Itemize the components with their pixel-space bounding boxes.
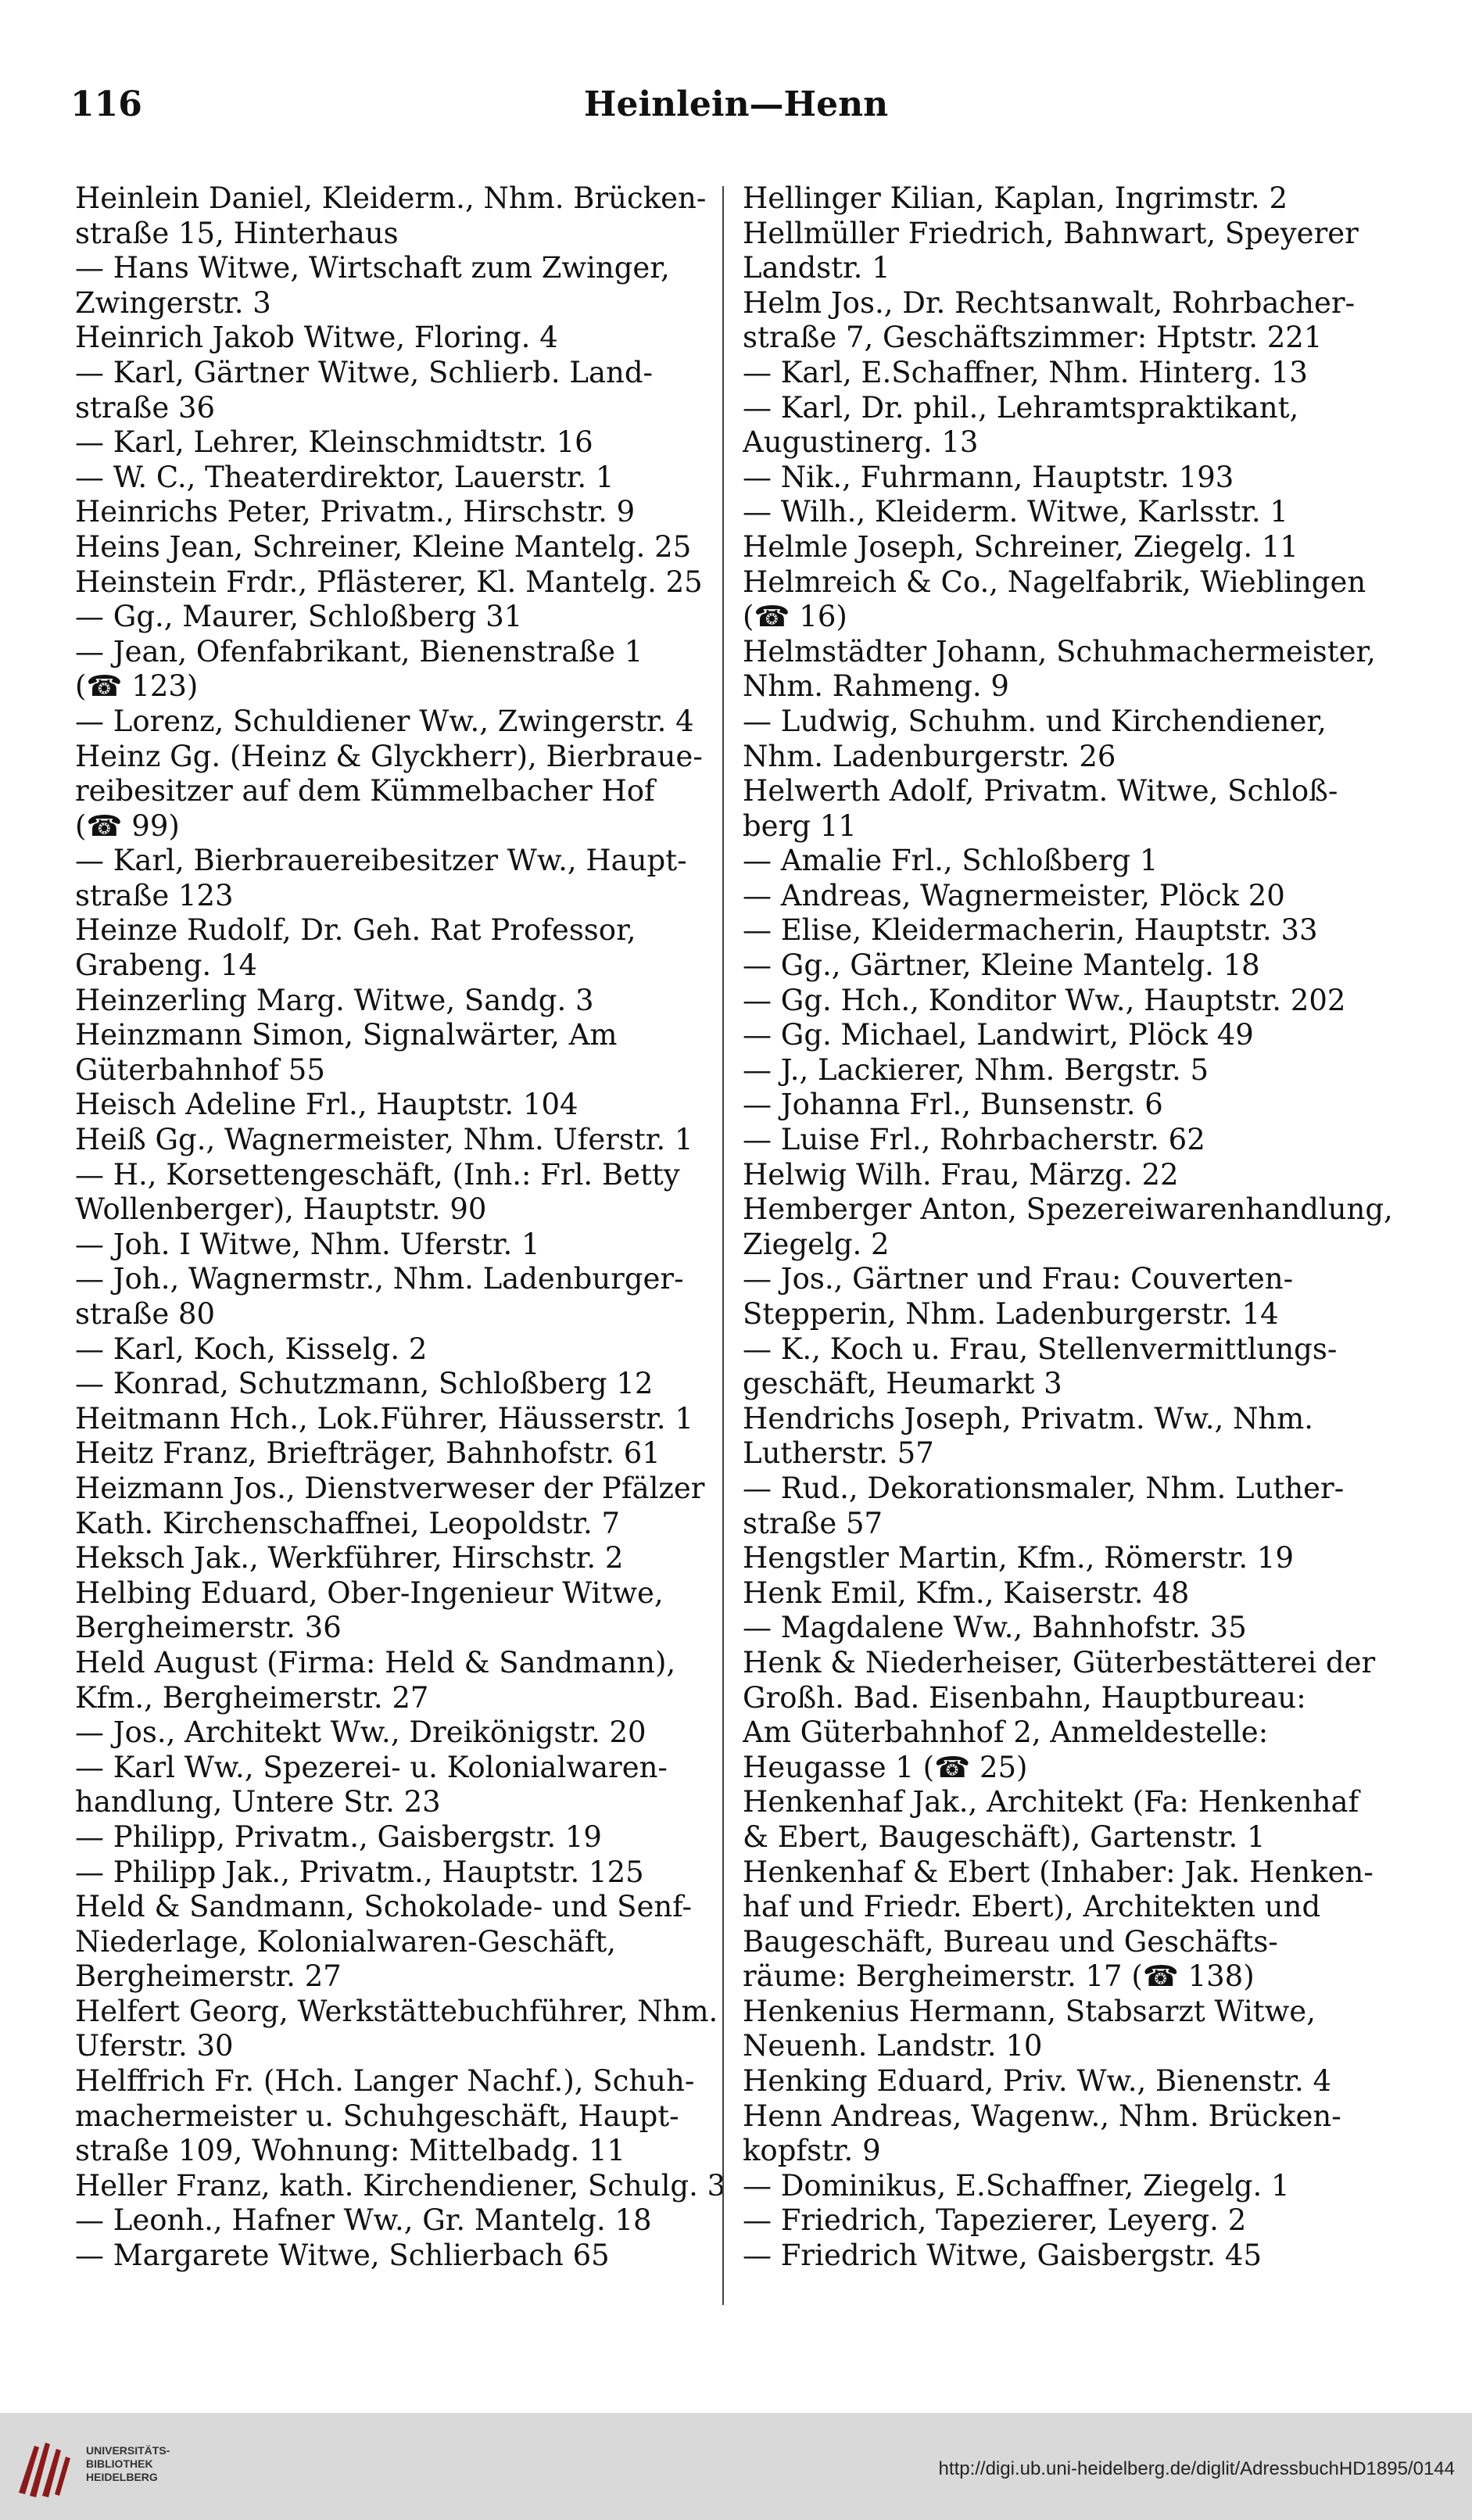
directory-line: Wollenberger), Hauptstr. 90: [75, 1192, 487, 1227]
footer-bar: [0, 2413, 1472, 2520]
directory-line: — Karl, Dr. phil., Lehramtspraktikant,: [743, 390, 1299, 425]
library-name-line: BIBLIOTHEK: [86, 2457, 153, 2470]
directory-line: Nhm. Ladenburgerstr. 26: [743, 739, 1116, 773]
directory-line: Hellmüller Friedrich, Bahnwart, Speyerer: [743, 216, 1359, 250]
directory-line: Helmle Joseph, Schreiner, Ziegelg. 11: [743, 529, 1298, 564]
directory-line: Heinrichs Peter, Privatm., Hirschstr. 9: [75, 495, 636, 529]
directory-line: Henkenhaf Jak., Architekt (Fa: Henkenhaf: [743, 1785, 1359, 1819]
directory-line: handlung, Untere Str. 23: [75, 1785, 441, 1819]
directory-line: Ziegelg. 2: [743, 1227, 890, 1261]
directory-line: Baugeschäft, Bureau und Geschäfts-: [743, 1924, 1278, 1959]
directory-line: Heisch Adeline Frl., Hauptstr. 104: [75, 1088, 578, 1122]
directory-line: machermeister u. Schuhgeschäft, Haupt-: [75, 2099, 679, 2133]
directory-line: straße 57: [743, 1506, 883, 1540]
directory-line: Hemberger Anton, Spezereiwarenhandlung,: [743, 1192, 1393, 1227]
directory-line: Hendrichs Joseph, Privatm. Ww., Nhm.: [743, 1401, 1314, 1436]
directory-line: Uferstr. 30: [75, 2029, 234, 2063]
directory-line: — Konrad, Schutzmann, Schloßberg 12: [75, 1367, 654, 1401]
library-logo-icon: [11, 2430, 81, 2502]
directory-line: Henn Andreas, Wagenw., Nhm. Brücken-: [743, 2099, 1341, 2133]
directory-line: straße 80: [75, 1297, 216, 1331]
directory-line: — Jos., Architekt Ww., Dreikönigstr. 20: [75, 1715, 646, 1750]
directory-line: — Karl, Gärtner Witwe, Schlierb. Land-: [75, 355, 654, 389]
directory-line: reibesitzer auf dem Kümmelbacher Hof: [75, 774, 655, 808]
directory-line: — Margarete Witwe, Schlierbach 65: [75, 2239, 610, 2273]
library-name-line: UNIVERSITÄTS-: [86, 2444, 170, 2457]
directory-line: Bergheimerstr. 27: [75, 1959, 342, 1994]
directory-line: Nhm. Rahmeng. 9: [743, 669, 1009, 704]
column-divider: [722, 186, 724, 2305]
directory-line: — Joh. I Witwe, Nhm. Uferstr. 1: [75, 1227, 540, 1261]
directory-line: Heinstein Frdr., Pflästerer, Kl. Mantelg. 25: [75, 565, 703, 599]
directory-line: kopfstr. 9: [743, 2134, 881, 2168]
directory-line: Heinrich Jakob Witwe, Floring. 4: [75, 321, 558, 355]
directory-line: Güterbahnhof 55: [75, 1052, 325, 1087]
directory-line: haf und Friedr. Ebert), Architekten und: [743, 1890, 1321, 1924]
directory-line: — Elise, Kleidermacherin, Hauptstr. 33: [743, 913, 1318, 948]
directory-line: Heinzmann Simon, Signalwärter, Am: [75, 1018, 618, 1052]
directory-line: straße 109, Wohnung: Mittelbadg. 11: [75, 2134, 626, 2168]
running-title: Heinlein—Henn: [583, 84, 889, 124]
directory-line: Kfm., Bergheimerstr. 27: [75, 1680, 429, 1715]
directory-line: — Rud., Dekorationsmaler, Nhm. Luther-: [743, 1471, 1345, 1505]
left-column: [75, 181, 738, 2274]
page-number: 116: [70, 84, 142, 124]
directory-line: Lutherstr. 57: [743, 1436, 934, 1471]
directory-line: Helwerth Adolf, Privatm. Witwe, Schloß-: [743, 774, 1338, 808]
directory-line: — Luise Frl., Rohrbacherstr. 62: [743, 1123, 1205, 1157]
directory-line: Augustinerg. 13: [743, 425, 979, 460]
directory-line: Helwig Wilh. Frau, Märzg. 22: [743, 1157, 1179, 1192]
directory-line: Heins Jean, Schreiner, Kleine Mantelg. 25: [75, 529, 692, 564]
directory-line: Bergheimerstr. 36: [75, 1611, 342, 1645]
directory-line: Heller Franz, kath. Kirchendiener, Schulg. 3: [75, 2168, 726, 2203]
directory-line: Landstr. 1: [743, 251, 890, 285]
library-name: [86, 2444, 242, 2484]
directory-line: Neuenh. Landstr. 10: [743, 2029, 1043, 2063]
directory-line: Henkenius Hermann, Stabsarzt Witwe,: [743, 1994, 1316, 2028]
directory-line: Hengstler Martin, Kfm., Römerstr. 19: [743, 1541, 1294, 1575]
directory-line: Großh. Bad. Eisenbahn, Hauptbureau:: [743, 1680, 1306, 1715]
directory-line: — Karl, Koch, Kisselg. 2: [75, 1332, 428, 1366]
directory-line: Heinze Rudolf, Dr. Geh. Rat Professor,: [75, 913, 636, 948]
directory-line: straße 7, Geschäftszimmer: Hptstr. 221: [743, 321, 1323, 355]
directory-line: — Karl, Bierbrauereibesitzer Ww., Haupt-: [75, 844, 687, 878]
directory-line: Heinlein Daniel, Kleiderm., Nhm. Brücken-: [75, 181, 707, 215]
directory-line: — H., Korsettengeschäft, (Inh.: Frl. Betty: [75, 1157, 680, 1192]
directory-line: — Lorenz, Schuldiener Ww., Zwingerstr. 4: [75, 704, 694, 738]
directory-line: Kath. Kirchenschaffnei, Leopoldstr. 7: [75, 1506, 621, 1540]
directory-line: — Ludwig, Schuhm. und Kirchendiener,: [743, 704, 1327, 738]
directory-line: Heizmann Jos., Dienstverweser der Pfälzer: [75, 1471, 705, 1505]
directory-line: — Philipp Jak., Privatm., Hauptstr. 125: [75, 1855, 644, 1889]
directory-line: — Philipp, Privatm., Gaisbergstr. 19: [75, 1819, 602, 1854]
directory-line: — K., Koch u. Frau, Stellenvermittlungs-: [743, 1332, 1338, 1366]
directory-line: & Ebert, Baugeschäft), Gartenstr. 1: [743, 1819, 1266, 1854]
directory-line: Heksch Jak., Werkführer, Hirschstr. 2: [75, 1541, 624, 1575]
directory-line: — Magdalene Ww., Bahnhofstr. 35: [743, 1611, 1247, 1645]
directory-line: — Karl, Lehrer, Kleinschmidtstr. 16: [75, 425, 593, 460]
directory-line: räume: Bergheimerstr. 17 (☎ 138): [743, 1959, 1255, 1994]
library-name-line: HEIDELBERG: [86, 2471, 158, 2483]
directory-line: Held August (Firma: Held & Sandmann),: [75, 1645, 676, 1679]
directory-line: (☎ 16): [743, 600, 847, 634]
directory-line: — Nik., Fuhrmann, Hauptstr. 193: [743, 460, 1234, 494]
directory-line: straße 36: [75, 390, 216, 425]
directory-line: — Gg. Michael, Landwirt, Plöck 49: [743, 1018, 1254, 1052]
directory-line: — Karl, E.Schaffner, Nhm. Hinterg. 13: [743, 355, 1308, 389]
directory-line: Held & Sandmann, Schokolade- und Senf-: [75, 1890, 693, 1924]
directory-line: — J., Lackierer, Nhm. Bergstr. 5: [743, 1052, 1209, 1087]
directory-line: Henkenhaf & Ebert (Inhaber: Jak. Henken-: [743, 1855, 1374, 1889]
directory-line: Zwingerstr. 3: [75, 285, 271, 320]
right-column: [743, 181, 1406, 2274]
directory-line: — Karl Ww., Spezerei- u. Kolonialwaren-: [75, 1750, 668, 1784]
directory-line: Heitmann Hch., Lok.Führer, Häusserstr. 1: [75, 1401, 693, 1436]
directory-line: — W. C., Theaterdirektor, Lauerstr. 1: [75, 460, 614, 494]
directory-line: Henking Eduard, Priv. Ww., Bienenstr. 4: [743, 2064, 1332, 2099]
directory-line: — Gg. Hch., Konditor Ww., Hauptstr. 202: [743, 983, 1346, 1017]
directory-line: Helbing Eduard, Ober-Ingenieur Witwe,: [75, 1575, 664, 1610]
directory-line: straße 123: [75, 878, 234, 912]
directory-line: Henk Emil, Kfm., Kaiserstr. 48: [743, 1575, 1190, 1610]
directory-line: Helfert Georg, Werkstättebuchführer, Nhm.: [75, 1994, 718, 2028]
directory-line: — Dominikus, E.Schaffner, Ziegelg. 1: [743, 2168, 1290, 2203]
source-url[interactable]: http://digi.ub.uni-heidelberg.de/diglit/AdressbuchHD1895/0144: [938, 2458, 1455, 2479]
directory-line: — Hans Witwe, Wirtschaft zum Zwinger,: [75, 251, 670, 285]
directory-line: Stepperin, Nhm. Ladenburgerstr. 14: [743, 1297, 1279, 1331]
directory-line: geschäft, Heumarkt 3: [743, 1367, 1062, 1401]
directory-line: — Amalie Frl., Schloßberg 1: [743, 844, 1159, 878]
directory-line: — Andreas, Wagnermeister, Plöck 20: [743, 878, 1285, 912]
directory-line: Heugasse 1 (☎ 25): [743, 1750, 1028, 1784]
directory-line: Am Güterbahnhof 2, Anmeldestelle:: [743, 1715, 1269, 1750]
directory-line: (☎ 123): [75, 669, 199, 704]
directory-line: — Friedrich Witwe, Gaisbergstr. 45: [743, 2239, 1262, 2273]
directory-line: Helmreich & Co., Nagelfabrik, Wieblingen: [743, 565, 1366, 599]
directory-line: — Joh., Wagnermstr., Nhm. Ladenburger-: [75, 1262, 684, 1296]
page-header: [0, 84, 1472, 131]
directory-line: Helmstädter Johann, Schuhmachermeister,: [743, 634, 1376, 669]
directory-line: Heinz Gg. (Heinz & Glyckherr), Bierbraue-: [75, 739, 703, 773]
directory-line: berg 11: [743, 808, 857, 843]
directory-line: — Jean, Ofenfabrikant, Bienenstraße 1: [75, 634, 643, 669]
directory-line: Heitz Franz, Briefträger, Bahnhofstr. 61: [75, 1436, 661, 1471]
directory-line: Helm Jos., Dr. Rechtsanwalt, Rohrbacher-: [743, 285, 1356, 320]
directory-line: — Gg., Gärtner, Kleine Mantelg. 18: [743, 948, 1260, 983]
directory-line: — Leonh., Hafner Ww., Gr. Mantelg. 18: [75, 2203, 652, 2238]
directory-line: — Friedrich, Tapezierer, Leyerg. 2: [743, 2203, 1247, 2238]
directory-line: Helffrich Fr. (Hch. Langer Nachf.), Schuh-: [75, 2064, 695, 2099]
directory-line: — Gg., Maurer, Schloßberg 31: [75, 600, 523, 634]
directory-line: Heinzerling Marg. Witwe, Sandg. 3: [75, 983, 594, 1017]
directory-line: Niederlage, Kolonialwaren-Geschäft,: [75, 1924, 616, 1959]
directory-line: — Johanna Frl., Bunsenstr. 6: [743, 1088, 1163, 1122]
directory-line: straße 15, Hinterhaus: [75, 216, 399, 250]
directory-line: Henk & Niederheiser, Güterbestätterei der: [743, 1645, 1376, 1679]
directory-line: Hellinger Kilian, Kaplan, Ingrimstr. 2: [743, 181, 1288, 215]
directory-line: — Jos., Gärtner und Frau: Couverten-: [743, 1262, 1294, 1296]
directory-line: (☎ 99): [75, 808, 180, 843]
directory-line: Grabeng. 14: [75, 948, 258, 983]
directory-line: — Wilh., Kleiderm. Witwe, Karlsstr. 1: [743, 495, 1288, 529]
directory-line: Heiß Gg., Wagnermeister, Nhm. Uferstr. 1: [75, 1123, 693, 1157]
